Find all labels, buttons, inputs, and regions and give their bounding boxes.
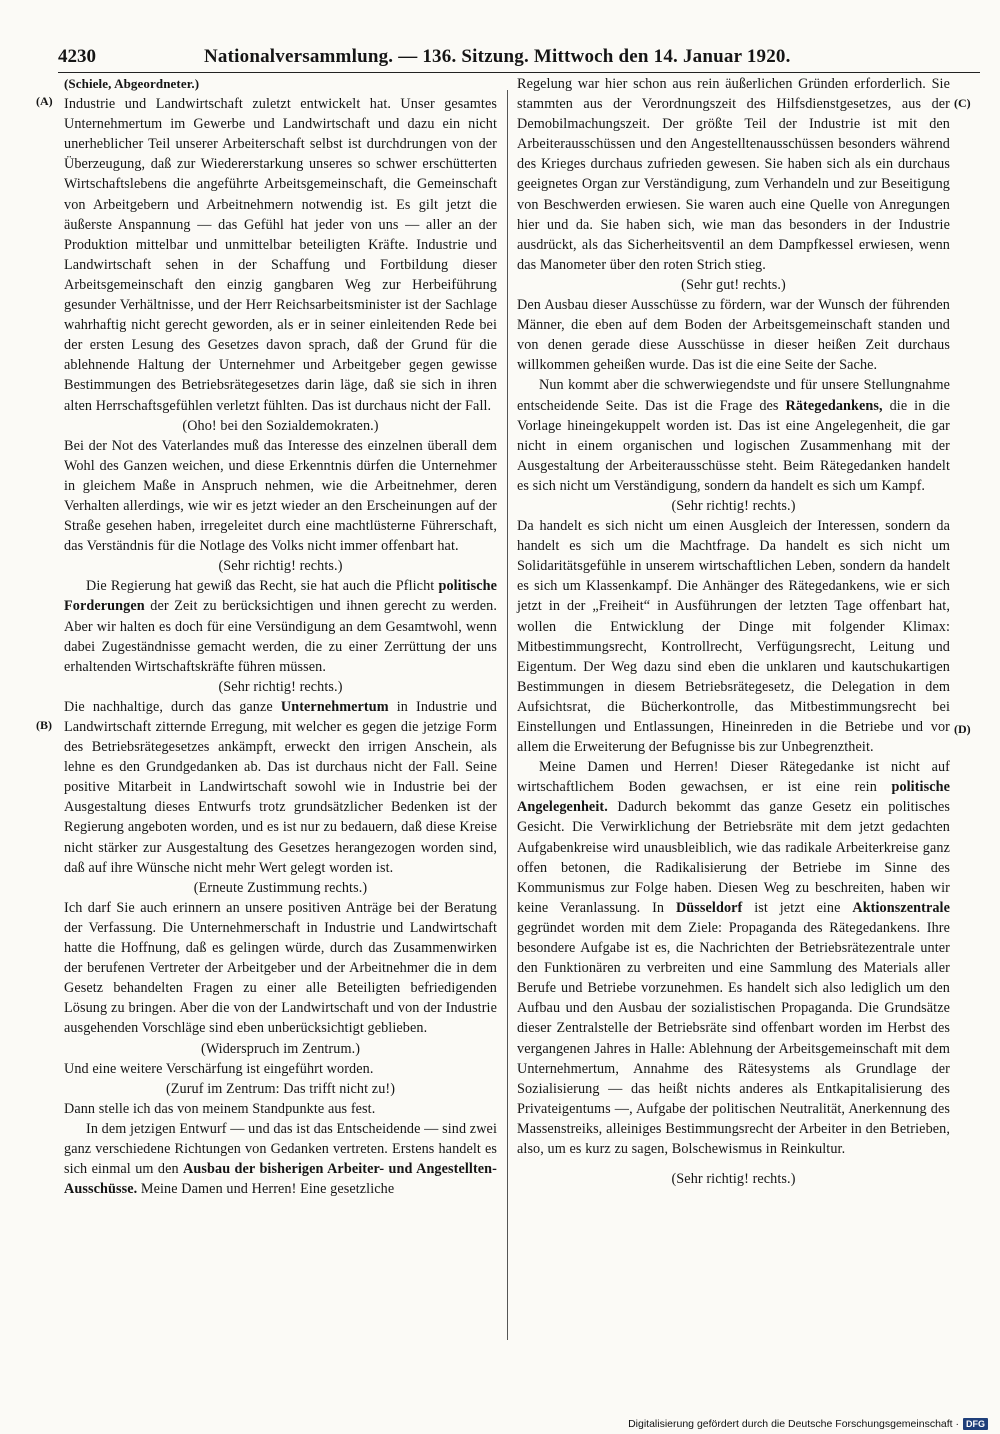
interjection: (Sehr gut! rechts.): [681, 276, 786, 293]
column-divider: [507, 90, 508, 1340]
paragraph: Da handelt es sich nicht um einen Ausgleich der Interessen, sondern da handelt es sich um die Machtfrage. Da handelt es sich nicht um Solidaritätsgefühle in unserem wirtschaftlichen Leben, sondern da handelt es sich um Klassenkampf. Die Anhänger des Rätegedankens, wie er sich jetzt in der „Freiheit“ in Ausführungen der letzten Tage offenbart hat, wollen die Entwicklung der Dinge mit folgender Klimax: Mitbestimmungsrecht, Kontrollrecht, Verfügungsrecht, Leitung und Eigentum. Der Weg dazu sind eben die unklaren und kautschukartigen Bestimmungen in diesem Betriebsrätegesetz, die Delegation in dem Aufsichtsrat, die Bücherkontrolle, das Mitbestimmungsrecht bei Einstellungen und Entlassungen, Hineinreden in die Betriebe und vor allem die Erweiterung der Befugnisse bis zur Unbegrenztheit.: [517, 518, 950, 756]
dfg-logo: DFG: [963, 1418, 988, 1430]
paragraph: Und eine weitere Verschärfung ist eingeführt worden.: [64, 1060, 374, 1077]
left-column: [64, 74, 497, 1199]
right-column: [517, 74, 950, 1189]
emphasis: Ausbau der bisherigen Arbeiter- und Angestellten-Ausschüsse.: [64, 1161, 497, 1198]
interjection: (Sehr richtig! rechts.): [218, 558, 343, 575]
paragraph: Bei der Not des Vaterlandes muß das Interesse des einzelnen überall dem Wohl des Ganzen weichen, und diese Erkenntnis dürfen die Unternehmer in gleichem Maße in Anspruch nehmen, wie die Arbeitnehmer, deren Verhalten allerdings, wie wir es jetzt wieder an den Erscheinungen auf der Straße gesehen haben, irregeleitet durch eine machtlüsterne Führerschaft, das Verständnis für die Notlage des Volks nicht immer offenbart hat.: [64, 437, 497, 555]
interjection: (Sehr richtig! rechts.): [218, 678, 343, 695]
speaker-label: (Schiele, Abgeordneter.): [64, 76, 200, 91]
paragraph: Nun kommt aber die schwerwiegendste und für unsere Stellungnahme entscheidende Seite. Das ist die Frage des Rätegedankens, die in die Vorlage hineingekuppelt worden ist. Das ist eine Angelegenheit, die gar nicht in einem organischen und logischen Zusammenhang mit der Ausgestaltung der Arbeiterausschüsse steht. Beim Rätegedanken handelt es sich nicht um Verständigung, sondern da handelt es sich um Kampf.: [517, 377, 950, 494]
margin-marker-b: (B): [36, 718, 52, 732]
interjection: (Sehr richtig! rechts.): [671, 1171, 796, 1188]
paragraph: Dann stelle ich das von meinem Standpunkte aus fest.: [64, 1100, 376, 1117]
margin-marker-c: (C): [954, 96, 971, 110]
emphasis: Düsseldorf: [675, 899, 743, 916]
margin-marker-a: (A): [36, 94, 53, 108]
interjection: (Erneute Zustimmung rechts.): [193, 879, 368, 896]
paragraph: Die nachhaltige, durch das ganze Unternehmertum in Industrie und Landwirtschaft zitternde Erregung, mit welcher es gegen die jetzige Form des Betriebsrätegesetzes ankämpft, erweckt den irrigen Anschein, als lehne es den Grundgedanken ab. Das ist durchaus nicht der Fall. Seine positive Mitarbeit in Landwirtschaft sowohl wie in Industrie bei der Ausgestaltung dieses Entwurfs trotz grundsätzlicher Bedenken ist der Regierung angeboten worden, und es ist nur zu bedauern, daß diese Kreise nicht stärker zur Ausgestaltung des Gesetzes herangezogen worden sind, daß auf ihre Wünsche nicht mehr Wert gelegt worden ist.: [64, 698, 497, 876]
emphasis: politische Angelegenheit.: [517, 779, 950, 816]
paragraph: In dem jetzigen Entwurf — und das ist das Entscheidende — sind zwei ganz verschiedene Richtungen von Gedanken vertreten. Erstens handelt es sich einmal um den Ausbau der bisherigen Arbeiter- und Angestellten-Ausschüsse. Meine Damen und Herren! Eine gesetzliche: [64, 1120, 497, 1198]
margin-marker-d: (D): [954, 722, 971, 736]
interjection: (Sehr richtig! rechts.): [671, 497, 796, 514]
paragraph: Die Regierung hat gewiß das Recht, sie hat auch die Pflicht politische Forderungen der Zeit zu berücksichtigen und ihnen gerecht zu werden. Aber wir halten es doch für eine Versündigung an dem Gesamtwohl, wenn dabei Zugeständnisse gemacht werden, die zu einer Zerrüttung der uns erhaltenden Wirtschaftskräfte führen müssen.: [64, 578, 497, 675]
interjection: (Oho! bei den Sozialdemokraten.): [182, 417, 379, 434]
paragraph: Industrie und Landwirtschaft zuletzt entwickelt hat. Unser gesamtes Unternehmertum im Gewerbe und Landwirtschaft und dazu ein nicht unerheblicher Teil unserer Arbeiterschaft selbst ist durchdrungen von der Überzeugung, daß zur Wiedererstarkung unseres so schwer erschütterten Wirtschaftslebens die angeführte Arbeitsgemeinschaft, die Gemeinschaft von Arbeitgebern und Arbeitnehmern notwendig ist. Es gilt jetzt die äußerste Anspannung — das Gefühl hat jeder von uns — aller an der Produktion mittelbar und unmittelbar beteiligten Kräfte. Industrie und Landwirtschaft sehen in der Schaffung und Fortbildung dieser Arbeitsgemeinschaft den einzig gangbaren Weg zur Herbeiführung gesunder Verhältnisse, und der Herr Reichsarbeitsminister ist der Sachlage wahrhaftig nicht gerecht geworden, als er in seiner einleitenden Rede bei der ersten Lesung des Gesetzes davon sprach, daß der Grund für die ablehnende Haltung der Unternehmer und Arbeitgeber gegen gewisse Bestimmungen des Betriebsrätegesetzes darin läge, daß sie sich in ihren alten Herrschaftsgefühlen verletzt fühlten. Das ist durchaus nicht der Fall.: [64, 96, 497, 414]
page-header: [58, 42, 980, 73]
paragraph: Regelung war hier schon aus rein äußerlichen Gründen erforderlich. Sie stammten aus der Verordnungszeit des Hilfsdienstgesetzes, aus der Demobilmachungszeit. Der größte Teil der Industrie ist mit den Arbeiterausschüssen und den Angestelltenausschüssen besonders während des Krieges durchaus zufrieden gewesen. Sie haben sich als ein durchaus geeignetes Organ zur Verständigung, zum Verhandeln und zur Beseitigung von Beschwerden erwiesen. Sie waren auch eine Quelle von Anregungen hier und da. Sie haben sich, wie man das besonders in der Industrie ausdrückt, als das Sicherheitsventil an dem Dampfkessel erwiesen, wenn das Manometer über den roten Strich stieg.: [517, 76, 950, 273]
digitization-credit: [628, 1418, 988, 1430]
page-number: 4230: [58, 46, 96, 67]
interjection: (Widerspruch im Zentrum.): [200, 1040, 361, 1057]
emphasis: Unternehmertum: [280, 698, 389, 715]
paragraph: Den Ausbau dieser Ausschüsse zu fördern, war der Wunsch der führenden Männer, die eben auf dem Boden der Arbeitsgemeinschaft standen und von denen gerade diese Ausschüsse in dieser heißen Zeit durchaus willkommen geheißen wurde. Das ist die eine Seite der Sache.: [517, 297, 950, 374]
paragraph: Meine Damen und Herren! Dieser Rätegedanke ist nicht auf wirtschaftlichem Boden gewachsen, er ist eine rein politische Angelegenheit. Dadurch bekommt das ganze Gesetz ein politisches Gesicht. Die Verwirklichung der Betriebsräte mit dem jetzt gedachten Aufgabenkreise wird unausbleiblich, wie das radikale Arbeiterkreise ganz offen betonen, die Radikalisierung der Betriebe im Sinne des Kommunismus zur Folge haben. Diesen Weg zu beschreiten, haben wir keine Veranlassung. In Düsseldorf ist jetzt eine Aktionszentrale gegründet worden mit dem Ziele: Propaganda des Rätegedankens. Ihre besondere Aufgabe ist es, die Nachrichten der Betriebsrätezentrale unter den Funktionären zu verbreiten und eine Sammlung des Materials aller Berufe und Betriebe vorzunehmen. Es handelt sich also lediglich um den Aufbau und den Ausbau der sozialistischen Propaganda. Die Grundsätze dieser Zentralstelle der Betriebsräte sind offenbart worden im Herbst des vergangenen Jahres in Halle: Ablehnung der Arbeitsgemeinschaft mit dem Unternehmertum, Annahme des Rätesystems als Grundlage der Sozialisierung — das heißt nichts anderes als Entkapitalisierung des Privateigentums —, Aufgabe der politischen Neutralität, Anerkennung des Massenstreiks, alleiniges Bestimmungsrecht der Arbeiter in den Betrieben, also, um es kurz zu sagen, Bolschewismus in Reinkultur.: [517, 759, 950, 1157]
emphasis: Aktionszentrale: [852, 899, 950, 916]
running-title: Nationalversammlung. — 136. Sitzung. Mittwoch den 14. Januar 1920.: [204, 46, 791, 67]
emphasis: politische Forderungen: [64, 578, 497, 615]
interjection: (Zuruf im Zentrum: Das trifft nicht zu!): [165, 1080, 396, 1097]
credit-text: Digitalisierung gefördert durch die Deutsche Forschungsgemeinschaft ·: [628, 1418, 959, 1430]
paragraph: Ich darf Sie auch erinnern an unsere positiven Anträge bei der Beratung der Verfassung. Die Unternehmerschaft in Industrie und Landwirtschaft hatte die Hoffnung, daß es gelingen würde, durch das Zusammenwirken der berufenen Vertreter der Arbeitgeber und der Arbeitnehmer die in dem Gesetz behandelten Fragen zu einer alle Beteiligten befriedigenden Lösung zu bringen. Aber die von der Landwirtschaft und von der Industrie ausgehenden Vorschläge sind eben unberücksichtigt geblieben.: [64, 899, 497, 1037]
emphasis: Rätegedankens,: [785, 397, 883, 414]
